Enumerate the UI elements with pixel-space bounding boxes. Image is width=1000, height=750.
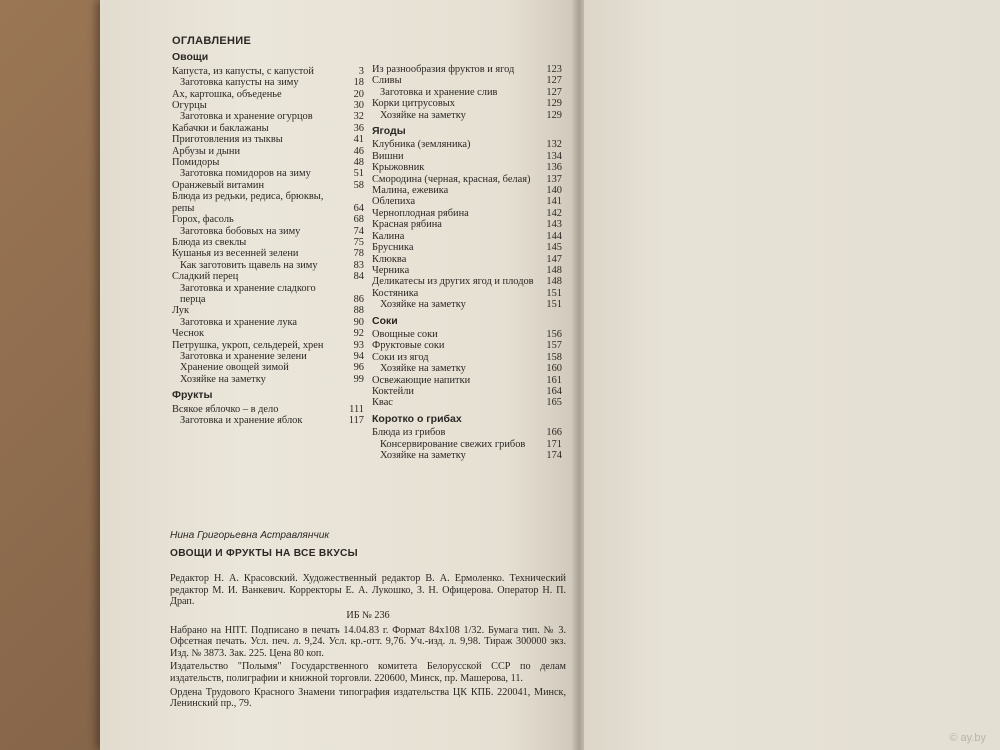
toc-entry: [172, 77, 364, 88]
toc-entry: [372, 231, 562, 242]
toc-entry-page: 123: [546, 64, 562, 75]
toc-entry: [372, 242, 562, 253]
toc-entry-title: Блюда из редьки, редиса, брюквы, репы: [172, 191, 324, 214]
toc-section-heading: Соки: [372, 314, 398, 327]
toc-entry-page: 134: [546, 150, 562, 162]
toc-entry-title: Лук: [172, 305, 190, 317]
toc-entry-page: 148: [546, 276, 562, 288]
toc-entry-title: Консервирование свежих грибов: [380, 438, 526, 450]
toc-entry-title: Приготовления из тыквы: [172, 134, 283, 146]
toc-entry-title: Квас: [372, 397, 393, 409]
toc-entry: [172, 328, 364, 339]
toc-entry-title: Костяника: [372, 287, 419, 299]
toc-entry: [372, 87, 562, 98]
toc-entry: [172, 157, 364, 168]
toc-entry: [372, 196, 562, 207]
toc-entry: [172, 180, 364, 191]
toc-entry: [372, 265, 562, 276]
toc-entry-page: 171: [546, 438, 562, 450]
toc-entry-page: 75: [353, 236, 364, 248]
toc-entry: [372, 98, 562, 109]
toc-entry: [372, 439, 562, 450]
toc-entry: [372, 363, 562, 374]
toc-entry-page: 83: [353, 259, 364, 271]
toc-entry: [372, 427, 562, 438]
toc-entry-title: Хозяйке на заметку: [180, 373, 266, 385]
toc-entry: [172, 100, 364, 111]
toc-entry-title: Всякое яблочко – в дело: [172, 403, 279, 415]
toc-entry-page: 145: [546, 242, 562, 254]
toc-entry-page: 36: [353, 122, 364, 134]
toc-entry: [172, 271, 364, 282]
toc-entry-page: 111: [349, 403, 364, 415]
toc-entry-title: Заготовка и хранение сладкого перца: [180, 282, 316, 305]
toc-entry: [172, 340, 364, 351]
toc-entry-page: 142: [546, 207, 562, 219]
toc-entry: [372, 352, 562, 363]
toc-entry-title: Блюда из грибов: [372, 427, 446, 439]
toc-entry-title: Заготовка бобовых на зиму: [180, 225, 301, 237]
toc-entry-title: Капуста, из капусты, с капустой: [172, 65, 314, 77]
toc-entry-page: 147: [546, 253, 562, 265]
toc-entry-title: Хранение овощей зимой: [180, 362, 289, 374]
toc-entry-page: 141: [546, 196, 562, 208]
toc-entry-page: 68: [353, 214, 364, 226]
toc-entry: [372, 299, 562, 310]
toc-column-left: [172, 36, 364, 426]
toc-entry-page: 78: [353, 248, 364, 260]
toc-entry: [172, 123, 364, 134]
toc-entry-title: Красная рябина: [372, 219, 442, 231]
toc-entry: [172, 351, 364, 362]
toc-entry-title: Хозяйке на заметку: [380, 299, 466, 311]
toc-entry-page: 84: [353, 271, 364, 283]
toc-entry: [172, 89, 364, 100]
toc-entry-title: Оранжевый витамин: [172, 179, 265, 191]
toc-entry-title: Кабачки и баклажаны: [172, 122, 269, 134]
toc-entry-page: 132: [546, 139, 562, 151]
toc-entry-page: 64: [353, 202, 364, 214]
toc-entry-title: Фруктовые соки: [372, 340, 445, 352]
toc-entry: [372, 450, 562, 461]
toc-entry: [372, 397, 562, 408]
toc-section-heading: Фрукты: [172, 389, 213, 402]
toc-entry: [172, 191, 364, 214]
toc-entry-title: Овощные соки: [372, 328, 438, 340]
toc-entry-page: 90: [353, 316, 364, 328]
toc-entry-title: Заготовка помидоров на зиму: [180, 168, 311, 180]
toc-entry-title: Облепиха: [372, 196, 416, 208]
toc-entry-title: Чеснок: [172, 328, 205, 340]
toc-entry: [372, 185, 562, 196]
toc-entry-page: 144: [546, 230, 562, 242]
toc-entry: [172, 404, 364, 415]
toc-entry-page: 32: [353, 111, 364, 123]
toc-entry-title: Сладкий перец: [172, 271, 239, 283]
toc-entry-title: Заготовка капусты на зиму: [180, 77, 299, 89]
toc-list-right: [372, 64, 562, 461]
toc-entry-title: Заготовка и хранение слив: [380, 86, 498, 98]
toc-entry-title: Смородина (черная, красная, белая): [372, 173, 531, 185]
toc-entry: [372, 254, 562, 265]
toc-entry: [172, 260, 364, 271]
toc-entry-page: 96: [353, 362, 364, 374]
toc-entry: [372, 64, 562, 75]
toc-entry-title: Корки цитрусовых: [372, 98, 455, 110]
toc-entry: [372, 75, 562, 86]
toc-entry: [372, 208, 562, 219]
toc-entry-title: Ах, картошка, объеденье: [172, 88, 282, 100]
toc-entry-page: 158: [546, 351, 562, 363]
toc-entry-title: Арбузы и дыни: [172, 145, 241, 157]
toc-entry-page: 127: [546, 86, 562, 98]
toc-entry-title: Соки из ягод: [372, 351, 429, 363]
toc-entry: [372, 162, 562, 173]
toc-entry-page: 99: [353, 373, 364, 385]
toc-entry: [172, 146, 364, 157]
editors-credits: Редактор Н. А. Красовский. Художественный редактор В. А. Ермоленко. Технический редактор М. И. Ванкевич. Корректоры Е. А. Лукошко, З. Н. Офицерова. Оператор Н. П. Драп.: [170, 573, 566, 608]
toc-entry-title: Вишни: [372, 150, 404, 162]
toc-entry: [372, 340, 562, 351]
toc-entry-page: 137: [546, 173, 562, 185]
toc-entry: [372, 219, 562, 230]
toc-entry-title: Как заготовить щавель на зиму: [180, 259, 318, 271]
toc-entry-title: Клюква: [372, 253, 407, 265]
toc-entry-page: 174: [546, 450, 562, 461]
toc-entry: [172, 111, 364, 122]
toc-entry-page: 161: [546, 374, 562, 386]
toc-entry-title: Клубника (земляника): [372, 139, 471, 151]
toc-entry-page: 48: [353, 157, 364, 169]
toc-entry-page: 160: [546, 363, 562, 375]
toc-section-heading: Ягоды: [372, 125, 406, 138]
toc-entry-page: 18: [353, 77, 364, 89]
toc-entry-title: Блюда из свеклы: [172, 236, 247, 248]
toc-entry-page: 86: [353, 293, 364, 305]
toc-entry-page: 129: [546, 98, 562, 110]
toc-section-heading: Овощи: [172, 51, 209, 64]
toc-list-left: [172, 52, 364, 426]
toc-entry: [372, 386, 562, 397]
toc-entry-title: Заготовка и хранение лука: [180, 316, 298, 328]
toc-entry-page: 93: [353, 339, 364, 351]
toc-entry-title: Горох, фасоль: [172, 214, 234, 226]
toc-entry-page: 127: [546, 75, 562, 87]
toc-entry: [172, 168, 364, 179]
toc-entry-page: 20: [353, 88, 364, 100]
toc-entry-title: Хозяйке на заметку: [380, 450, 466, 461]
toc-entry-page: 165: [546, 397, 562, 409]
toc-entry: [172, 317, 364, 328]
toc-entry-page: 74: [353, 225, 364, 237]
toc-entry-title: Заготовка и хранение огурцов: [180, 111, 313, 123]
toc-entry: [372, 329, 562, 340]
toc-entry-page: 58: [353, 179, 364, 191]
toc-title: ОГЛАВЛЕНИЕ: [172, 35, 252, 47]
toc-entry-title: Коктейли: [372, 385, 414, 397]
toc-entry-page: 117: [348, 415, 364, 426]
toc-entry-page: 92: [353, 328, 364, 340]
toc-entry: [372, 151, 562, 162]
toc-entry-title: Брусника: [372, 242, 414, 254]
watermark: © ay.by: [949, 732, 986, 744]
toc-entry-title: Крыжовник: [372, 162, 425, 174]
toc-entry-title: Из разнообразия фруктов и ягод: [372, 64, 515, 75]
toc-entry: [172, 237, 364, 248]
toc-entry-title: Калина: [372, 230, 405, 242]
toc-entry-title: Заготовка и хранение яблок: [180, 415, 303, 426]
toc-entry-page: 3: [358, 65, 364, 77]
toc-entry-page: 156: [546, 328, 562, 340]
toc-entry-page: 140: [546, 185, 562, 197]
toc-entry-page: 51: [353, 168, 364, 180]
toc-entry-title: Кушанья из весенней зелени: [172, 248, 299, 260]
toc-entry-page: 148: [546, 264, 562, 276]
toc-entry-page: 88: [353, 305, 364, 317]
toc-entry-title: Черника: [372, 264, 410, 276]
toc-entry-page: 157: [546, 340, 562, 352]
toc-entry-title: Малина, ежевика: [372, 185, 449, 197]
toc-entry-page: 151: [546, 287, 562, 299]
toc-entry-title: Петрушка, укроп, сельдерей, хрен: [172, 339, 324, 351]
toc-entry-title: Освежающие напитки: [372, 374, 471, 386]
toc-entry-page: 30: [353, 100, 364, 112]
toc-entry: [372, 174, 562, 185]
toc-entry-title: Помидоры: [172, 157, 220, 169]
toc-entry: [172, 248, 364, 259]
toc-entry: [172, 283, 364, 306]
toc-entry: [172, 226, 364, 237]
toc-entry-page: 94: [353, 350, 364, 362]
toc-section-heading: Коротко о грибах: [372, 412, 462, 425]
toc-entry-page: 129: [546, 109, 562, 121]
ib-number: ИБ № 236: [346, 609, 390, 621]
toc-entry-title: Огурцы: [172, 100, 207, 112]
printer-info: Ордена Трудового Красного Знамени типография издательства ЦК КПБ. 220041, Минск, Ленинский пр., 79.: [170, 686, 566, 710]
toc-entry-page: 151: [546, 299, 562, 311]
toc-entry-page: 164: [546, 385, 562, 397]
toc-entry-title: Черноплодная рябина: [372, 207, 469, 219]
toc-entry: [372, 139, 562, 150]
toc-entry-title: Сливы: [372, 75, 402, 87]
toc-entry: [172, 134, 364, 145]
toc-entry: [372, 276, 562, 287]
publisher-info: Издательство "Полымя" Государственного комитета Белорусской ССР по делам издательств, полиграфии и книжной торговли. 220600, Минск, пр. Машерова, 11.: [170, 661, 566, 684]
toc-entry: [172, 305, 364, 316]
right-page: [584, 0, 1000, 750]
toc-entry-title: Заготовка и хранение зелени: [180, 350, 307, 362]
toc-entry: [172, 362, 364, 373]
toc-entry-page: 41: [353, 134, 364, 146]
toc-entry-title: Хозяйке на заметку: [380, 109, 466, 121]
imprint-block: [170, 530, 566, 712]
toc-entry-page: 46: [353, 145, 364, 157]
toc-entry-title: Хозяйке на заметку: [380, 363, 466, 375]
book-title: ОВОЩИ И ФРУКТЫ НА ВСЕ ВКУСЫ: [170, 547, 358, 559]
toc-entry-page: 136: [546, 162, 562, 174]
toc-entry: [372, 375, 562, 386]
toc-entry: [172, 415, 364, 426]
author-name: Нина Григорьевна Астравлянчик: [170, 530, 330, 541]
toc-entry: [372, 110, 562, 121]
toc-column-right: [372, 64, 562, 461]
toc-entry: [172, 214, 364, 225]
toc-entry-title: Деликатесы из других ягод и плодов: [372, 276, 534, 288]
toc-entry: [172, 374, 364, 385]
print-details: Набрано на НПТ. Подписано в печать 14.04.83 г. Формат 84х108 1/32. Бумага тип. № 3. Офсетная печать. Усл. печ. л. 9,24. Усл. кр.-отт. 9,76. Уч.-изд. л. 9,98. Тираж 300000 экз. Изд. № 3873. Зак. 225. Цена 80 коп.: [170, 624, 566, 659]
toc-entry-page: 166: [546, 427, 562, 439]
toc-entry: [172, 66, 364, 77]
toc-entry: [372, 288, 562, 299]
toc-entry-page: 143: [546, 219, 562, 231]
